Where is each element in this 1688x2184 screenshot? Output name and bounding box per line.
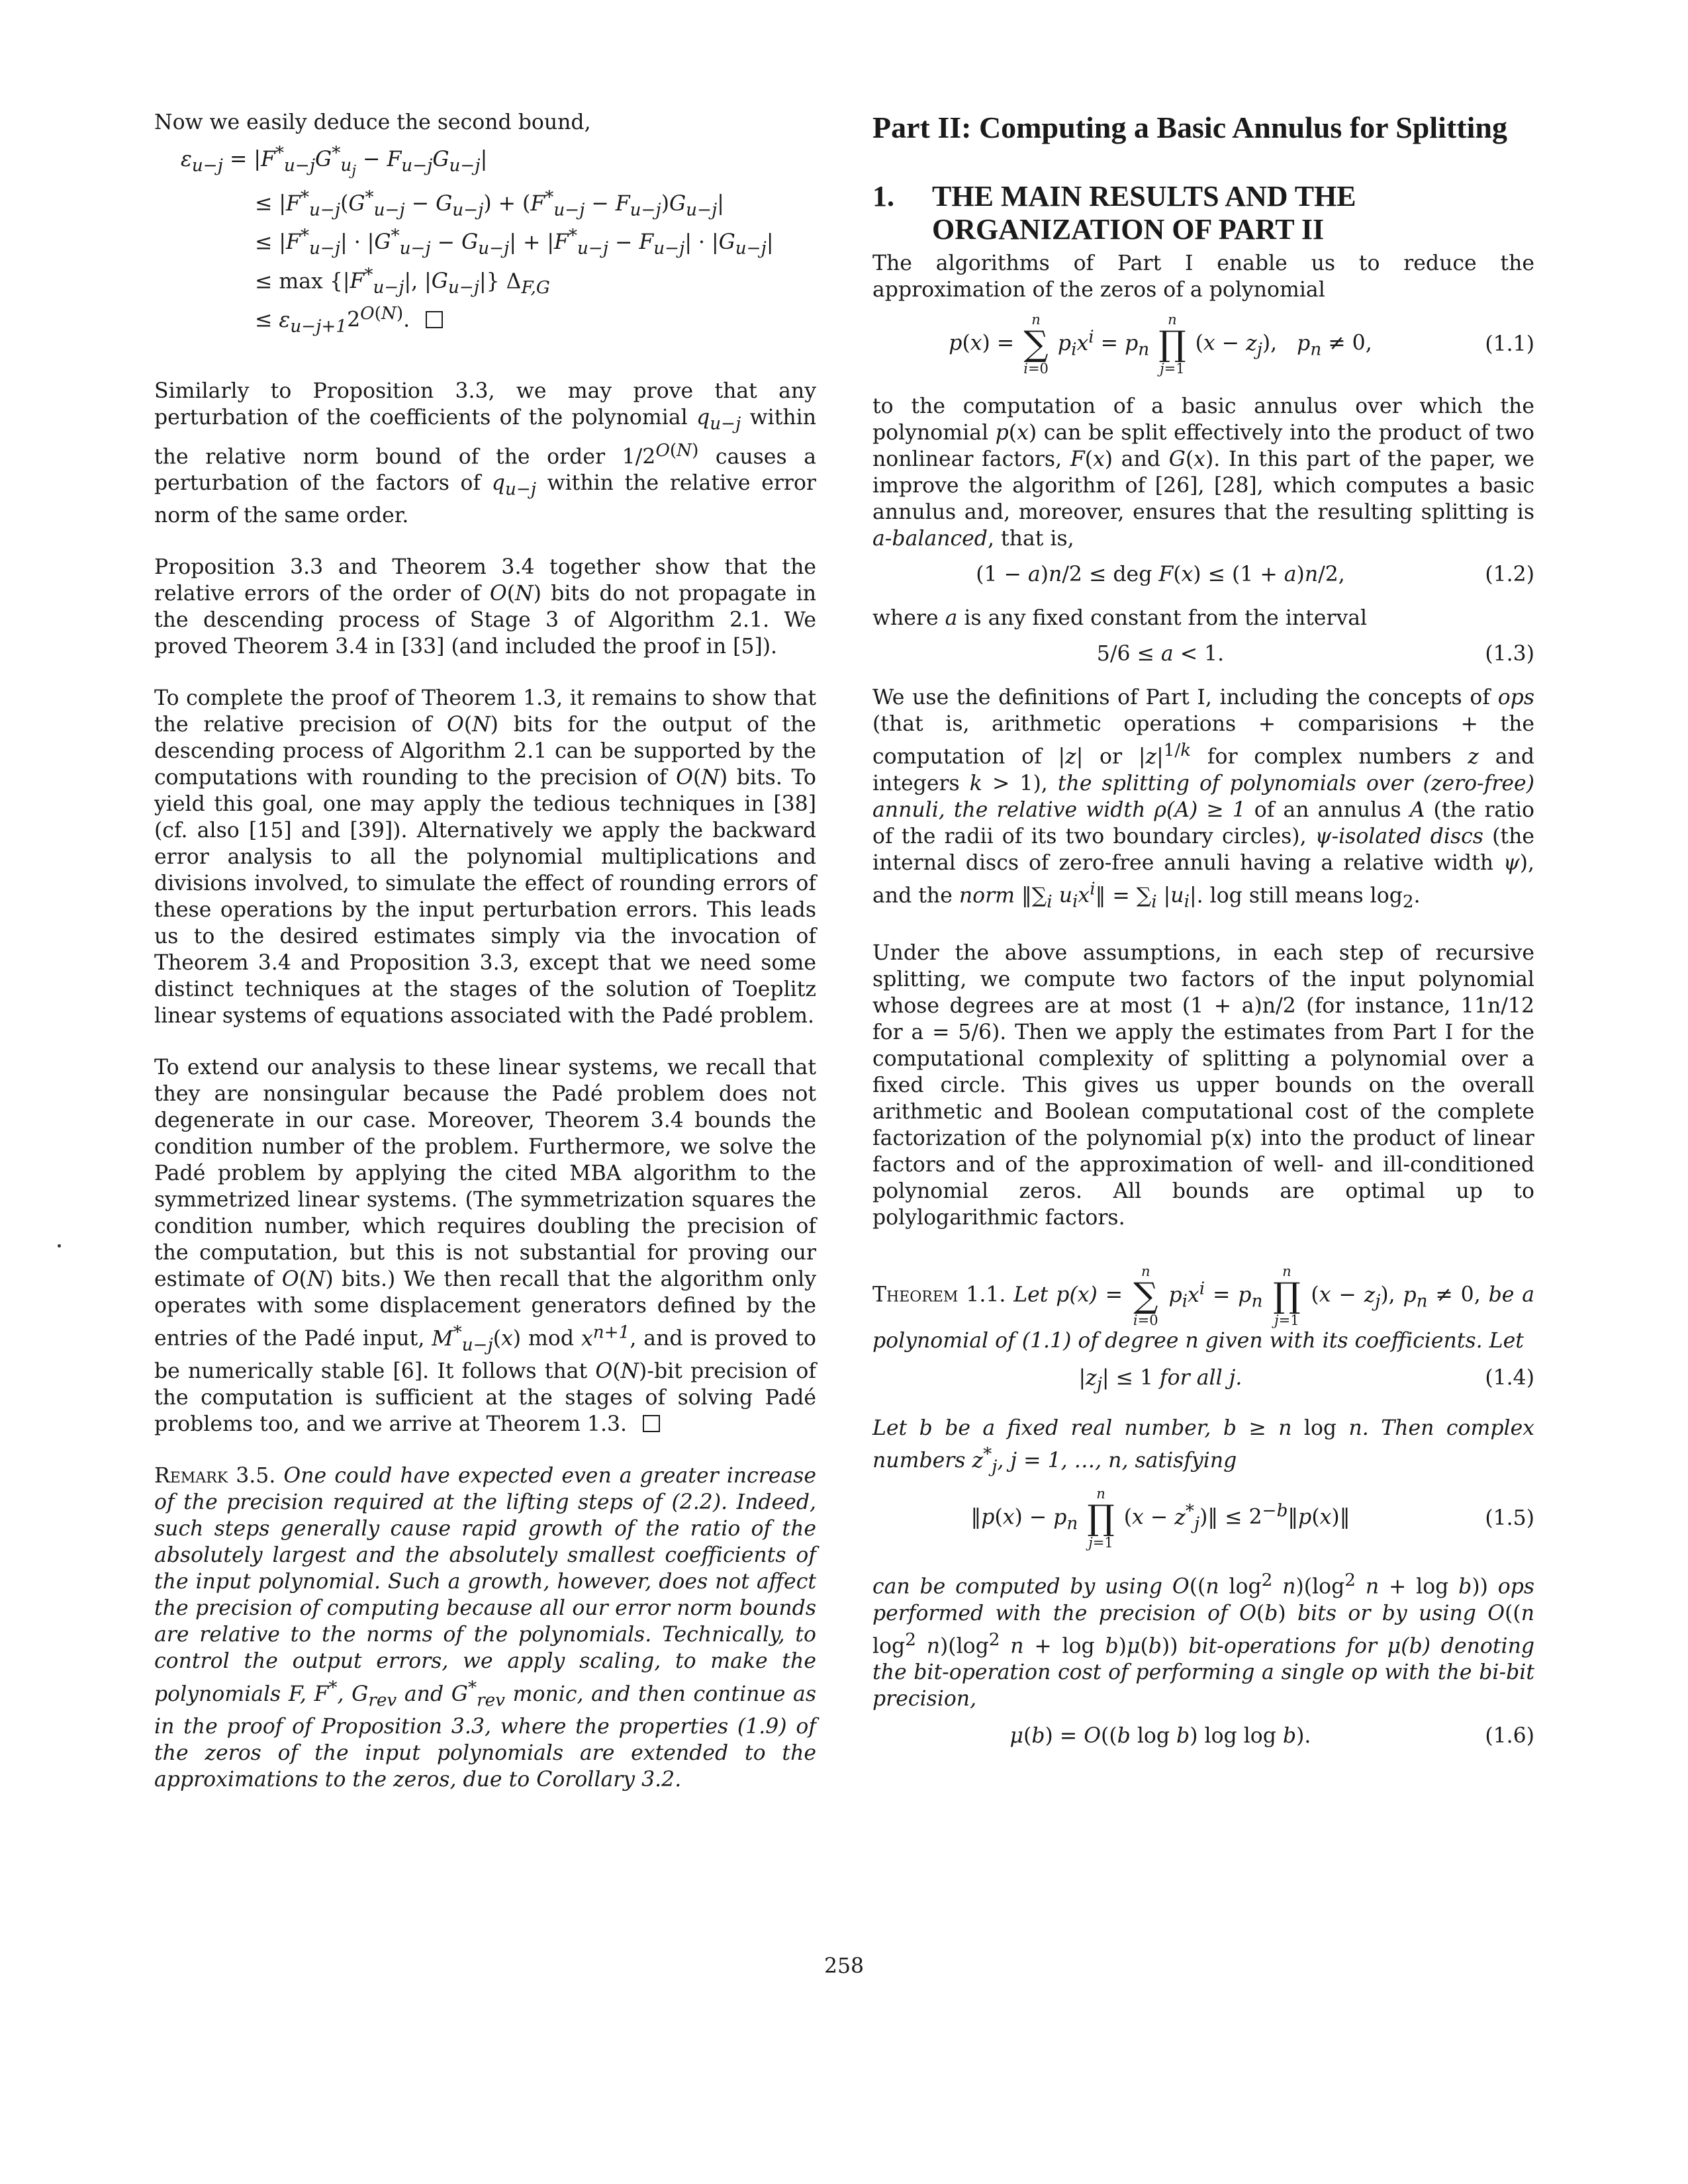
paragraph-linear-systems: To extend our analysis to these linear systems, we recall that they are nonsingular because the Padé problem does not degenerate in our case. Moreover, Theorem 3.4 bounds the condition number of the problem. Furthermore, we solve the Padé problem by applying the cited MBA algorithm to the symmetrized linear systems. (The symmetrization squares the condition number, which requires doubling the precision of the computation, but this is not substantial for proving our estimate of O(N) bits.) We then recall that the algorithm only operates with some displacement generators defined by the entries of the Padé input, $M^*_{u-j}(x)$ mod $x^{n+1}$, and is proved to be numerically stable [6]. It follows that O(N)-bit precision of the computation is sufficient at the stages of solving Padé problems too, and we arrive at Theorem 1.3. (154, 1056, 816, 1437)
derivation-line-5: ≤ $\varepsilon_{u-j+1}2^{O(N)}$. (181, 300, 816, 340)
equation-1-4-body: $|z_j| \le 1$ for all j. (1078, 1366, 1243, 1394)
equation-1-3-body: 5/6 ≤ a < 1. (1096, 642, 1225, 666)
paragraph-complexity: can be computed by using O((n $\log^2 n)(\log^2$ n + log b)) ops performed with the precision of O(b) bits or by using O((n $\log^2 n)(\log^2$ n + log b)μ(b)) bit-operations for μ(b) denoting the bit-operation cost of performing a single op with the bi-bit precision, (872, 1570, 1535, 1711)
theorem-1-1: Theorem 1.1. Let p(x) = n ∑ i=0 $p_ix^i = p_n$ n ∏ j=1 $(x - z_j)$, $p_n \ne 0$, be a polynomial of (1.1) of degree n given with its coefficients. Let (872, 1263, 1534, 1353)
derivation-line-1: $\varepsilon_{u-j} = |F^*_{u-j}G^*_{u_j} - F_{u-j}G_{u-j}|$ (181, 143, 488, 179)
margin-dot (58, 1244, 61, 1248)
equation-1-6 (872, 1723, 1534, 1749)
equation-1-1-body: p(x) = n ∑ i=0 $p_ix^i = p_n$ n ∏ j=1 $(x - z_j)$, $p_n \ne 0$, (949, 312, 1372, 377)
equation-1-3-number: (1.3) (1485, 642, 1534, 666)
remark-label: Remark 3.5. (154, 1464, 276, 1488)
paragraph-intro: The algorithms of Part I enable us to reduce the approximation of the zeros of a polynomial (872, 251, 1534, 302)
equation-1-5-number: (1.5) (1485, 1506, 1534, 1531)
equation-1-5-body: ‖p(x) − $p_n$ n ∏ j=1 $(x - z^*_j)‖$ ≤ $2^{-b}‖p(x)‖$ (970, 1486, 1350, 1551)
equation-1-2-number: (1.2) (1485, 563, 1534, 586)
equation-1-4 (872, 1365, 1534, 1397)
qed-symbol-2 (643, 1415, 660, 1432)
theorem-label: Theorem 1.1. (872, 1283, 1006, 1307)
derivation-line-4: ≤ $\max \{|F^*_{u-j}|$, $|G_{u-j}|$} $\Delta_{F,G}$ (255, 265, 550, 298)
page-number: 258 (823, 1954, 865, 1978)
paragraph-propagation: Proposition 3.3 and Theorem 3.4 together show that the relative errors of the order of O(N) bits do not propagate in the descending process of Stage 3 of Algorithm 2.1. We proved Theorem 3.4 in [33] (and included the proof in [5]). (154, 555, 817, 659)
part-title: Part II: Computing a Basic Annulus for Splitting (872, 111, 1507, 144)
qed-symbol (426, 311, 443, 328)
section-title: THE MAIN RESULTS AND THE ORGANIZATION OF PART II (932, 180, 1356, 246)
paragraph-interval: where a is any fixed constant from the interval (872, 606, 1368, 630)
paragraph-definitions: We use the definitions of Part I, including the concepts of ops (that is, arithmetic operations + comparisions + the computation of |z| or $|z|^{1/k}$ for complex numbers z and integers k > 1), the splitting of polynomials over (zero-free) annuli, the relative width ρ(A) ≥ 1 of an annulus A (the ratio of the radii of its two boundary circles), ψ-isolated discs (the internal discs of zero-free annuli having a relative width ψ), and the norm $‖\sum_i$ $u_ix^i‖ = \sum_i$ $|u_i|$. log still means $\log_2$. (872, 686, 1535, 912)
equation-1-3 (872, 641, 1534, 667)
equation-1-2-body: (1 − a)n/2 ≤ deg F(x) ≤ (1 + a)n/2, (976, 563, 1345, 586)
right-column (872, 109, 1534, 1766)
paragraph-rounding: To complete the proof of Theorem 1.3, it remains to show that the relative precision of O(N) bits for the output of the descending process of Algorithm 2.1 can be supported by the computations with rounding to the precision of O(N) bits. To yield this goal, one may apply the tedious techniques in [38] (cf. also [15] and [39]). Alternatively we apply the backward error analysis to all the polynomial multiplications and divisions involved, to simulate the effect of rounding errors of these operations by the input perturbation errors. This leads us to the desired estimates simply via the invocation of Theorem 3.4 and Proposition 3.3, except that we need some distinct techniques at the stages of the solution of Toeplitz linear systems of equations associated with the Padé problem. (154, 686, 816, 1028)
paragraph-basic-annulus: to the computation of a basic annulus over which the polynomial p(x) can be split effectively into the product of two nonlinear factors, F(x) and G(x). In this part of the paper, we improve the algorithm of [26], [28], which computes a basic annulus and, moreover, ensures that the resulting splitting is a-balanced, that is, (872, 394, 1535, 551)
derivation-line-2: ≤ $|F^*_{u-j}(G^*_{u-j} - G_{u-j}) + (F^*_{u-j} - F_{u-j})G_{u-j}|$ (255, 187, 724, 220)
derivation (154, 140, 816, 340)
equation-1-5 (872, 1486, 1534, 1550)
equation-1-6-number: (1.6) (1485, 1724, 1534, 1749)
paragraph-recursive-splitting: Under the above assumptions, in each step of recursive splitting, we compute two factors of the input polynomial whose degrees are at most (1 + a)n/2 (for instance, 11n/12 for a = 5/6). Then we apply the estimates from Part I for the computational complexity of splitting a polynomial over a fixed circle. This gives us upper bounds on the overall arithmetic and Boolean computational cost of the complete factorization of the polynomial p(x) into the product of linear factors and of the approximation of well- and ill-conditioned polynomial zeros. All bounds are optimal up to polylogarithmic factors. (872, 941, 1534, 1230)
section-heading (872, 180, 1534, 246)
equation-1-1-number: (1.1) (1485, 332, 1534, 356)
derivation-line-3: ≤ $|F^*_{u-j}| \cdot |G^*_{u-j} - G_{u-j}| + |F^*_{u-j} - F_{u-j}| \cdot |G_{u-j}|$ (255, 226, 774, 259)
paragraph-perturbation: Similarly to Proposition 3.3, we may prove that any perturbation of the coefficients of the polynomial $q_{u-j}$ within the relative norm bound of the order $1/2^{O(N)}$ causes a perturbation of the factors of $q_{u-j}$ within the relative error norm of the same order. (154, 379, 817, 528)
derivation-intro: Now we easily deduce the second bound, (154, 111, 591, 134)
paragraph-fixed-real: Let b be a fixed real number, b ≥ n log n. Then complex numbers $z^*_j$, j = 1, …, n, satisfying (872, 1416, 1534, 1477)
equation-1-2 (872, 561, 1534, 588)
equation-1-4-number: (1.4) (1485, 1366, 1534, 1390)
remark-3-5: Remark 3.5. One could have expected even a greater increase of the precision required at the lifting steps of (2.2). Indeed, such steps generally cause rapid growth of the ratio of the absolutely largest and the absolutely smallest coefficients of the input polynomial. Such a growth, however, does not affect the precision of computing because all our error norm bounds are relative to the norms of the polynomials. Technically, to control the output errors, we apply scaling, to make the polynomials F, F*, $G_{rev}$ and $G^*_{rev}$ monic, and then continue as in the proof of Proposition 3.3, where the properties (1.9) of the zeros of the input polynomials are extended to the approximations to the zeros, due to Corollary 3.2. (154, 1464, 816, 1792)
equation-1-6-body: μ(b) = O((b log b) log log b). (1009, 1724, 1311, 1749)
left-column (154, 109, 816, 1818)
section-number: 1. (872, 180, 894, 212)
equation-1-1 (872, 312, 1534, 376)
